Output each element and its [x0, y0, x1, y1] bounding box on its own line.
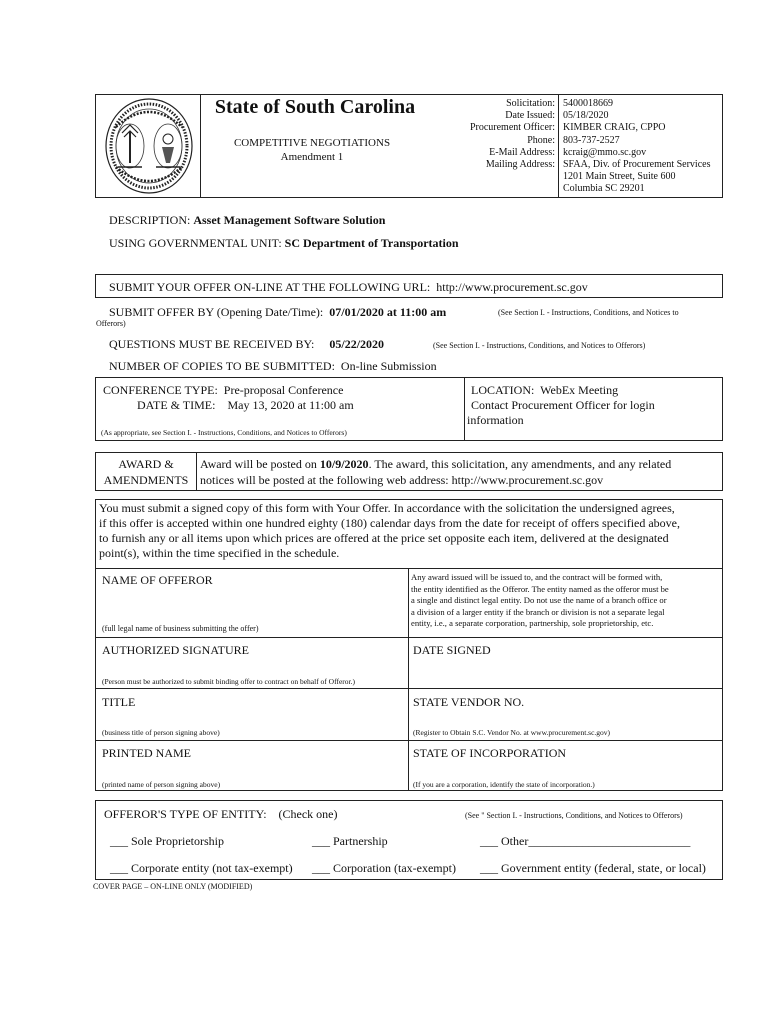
submit-by-note-cont: Offerors) — [96, 319, 126, 328]
entity-other[interactable]: ___ Other___________________________ — [480, 834, 691, 848]
submit-url-line: SUBMIT YOUR OFFER ON-LINE AT THE FOLLOWING URL: http://www.procurement.sc.gov — [109, 280, 588, 294]
state-vendor-no-field[interactable] — [412, 710, 718, 726]
name-of-offeror-label: NAME OF OFFEROR — [102, 573, 213, 587]
authorized-signature-note: (Person must be authorized to submit binding offer to contract on behalf of Offeror.) — [102, 677, 355, 686]
award-entity-note: Any award issued will be issued to, and the contract will be formed with, the entity identified as the Offeror. The entity named as the offeror must be a single and distinct legal entity. Do not use the name of a branch office or a division of a larger entity if the branch or division is not a separate legal entity, i.e., a separate corporation, partnership, sole proprietorship, etc. — [411, 572, 669, 629]
submit-by-line: SUBMIT OFFER BY (Opening Date/Time): 07/01/2020 at 11:00 am — [109, 305, 447, 319]
procurement-url-link[interactable]: http://www.procurement.sc.gov — [436, 280, 588, 294]
name-of-offeror-field[interactable] — [100, 588, 403, 620]
description-line: DESCRIPTION: Asset Management Software Solution — [109, 213, 386, 227]
date-signed-field[interactable] — [412, 658, 718, 684]
questions-note: (See Section I. - Instructions, Conditions, and Notices to Offerors) — [433, 341, 646, 350]
state-of-incorporation-field[interactable] — [412, 761, 718, 777]
submit-by-note: (See Section I. - Instructions, Conditions, and Notices to — [498, 308, 679, 317]
state-of-incorporation-label: STATE OF INCORPORATION — [413, 746, 567, 760]
conference-type: CONFERENCE TYPE: Pre-proposal Conference — [103, 383, 344, 397]
state-vendor-no-note: (Register to Obtain S.C. Vendor No. at www.procurement.sc.gov) — [413, 728, 611, 737]
entity-partnership[interactable]: ___ Partnership — [312, 834, 388, 848]
conference-date: DATE & TIME: May 13, 2020 at 11:00 am — [137, 398, 354, 412]
solicitation-labels: Solicitation: Date Issued: Procurement Officer: Phone: E-Mail Address: Mailing Address: — [469, 98, 555, 171]
conference-location: LOCATION: WebEx Meeting — [471, 383, 619, 397]
amendment-label: Amendment 1 — [280, 151, 344, 163]
conference-contact: Contact Procurement Officer for login — [471, 398, 655, 412]
entity-type-label: OFFEROR'S TYPE OF ENTITY: (Check one) — [104, 807, 338, 821]
footer-cover-page: COVER PAGE – ON-LINE ONLY (MODIFIED) — [93, 882, 253, 891]
printed-name-label: PRINTED NAME — [102, 746, 191, 760]
state-seal-icon — [104, 97, 194, 200]
conference-contact-cont: information — [467, 413, 524, 427]
process-type: COMPETITIVE NEGOTIATIONS — [233, 137, 391, 149]
entity-sole-proprietorship[interactable]: ___ Sole Proprietorship — [110, 834, 224, 848]
date-signed-label: DATE SIGNED — [413, 643, 491, 657]
title-note: (business title of person signing above) — [102, 728, 220, 737]
title-label: TITLE — [102, 695, 136, 709]
name-of-offeror-note: (full legal name of business submitting the offer) — [102, 624, 259, 633]
award-label: AWARD & AMENDMENTS — [103, 457, 189, 487]
governmental-unit-line: USING GOVERNMENTAL UNIT: SC Department of Transportation — [109, 236, 459, 250]
solicitation-values: 5400018669 05/18/2020 KIMBER CRAIG, CPPO 803-737-2527 kcraig@mmo.sc.gov SFAA, Div. of Procurement Services 1201 Main Street, Suite 600 Columbia SC 29201 — [563, 98, 711, 195]
title-field[interactable] — [100, 710, 403, 726]
printed-name-note: (printed name of person signing above) — [102, 780, 221, 789]
state-vendor-no-label: STATE VENDOR NO. — [413, 695, 525, 709]
conference-note: (As appropriate, see Section I. - Instructions, Conditions, and Notices to Offerors) — [101, 428, 347, 437]
agreement-text: You must submit a signed copy of this form with Your Offer. In accordance with the solicitation the undersigned agrees, if this offer is accepted within one hundred eighty (180) calendar days from the date for receipt of offers specified above, to furnish any or all items upon which prices are offered at the price set opposite each item, delivered at the designated point(s), within the time specified in the schedule. — [99, 501, 681, 560]
copies-line: NUMBER OF COPIES TO BE SUBMITTED: On-line Submission — [109, 359, 437, 373]
entity-corporation-exempt[interactable]: ___ Corporation (tax-exempt) — [312, 861, 456, 875]
questions-line: QUESTIONS MUST BE RECEIVED BY: 05/22/2020 — [109, 337, 385, 351]
state-of-incorporation-note: (If you are a corporation, identify the state of incorporation.) — [413, 780, 595, 789]
award-text: Award will be posted on 10/9/2020. The award, this solicitation, any amendments, and any related notices will be posted at the following web address: http://www.procurement.sc.gov — [200, 457, 672, 487]
entity-government[interactable]: ___ Government entity (federal, state, or local) — [480, 861, 706, 875]
authorized-signature-label: AUTHORIZED SIGNATURE — [102, 643, 249, 657]
entity-corporate-not-exempt[interactable]: ___ Corporate entity (not tax-exempt) — [110, 861, 293, 875]
authorized-signature-field[interactable] — [100, 658, 403, 674]
entity-type-note: (See " Section I. - Instructions, Conditions, and Notices to Offerors) — [465, 811, 683, 820]
state-title: State of South Carolina — [214, 96, 416, 118]
printed-name-field[interactable] — [100, 761, 403, 777]
